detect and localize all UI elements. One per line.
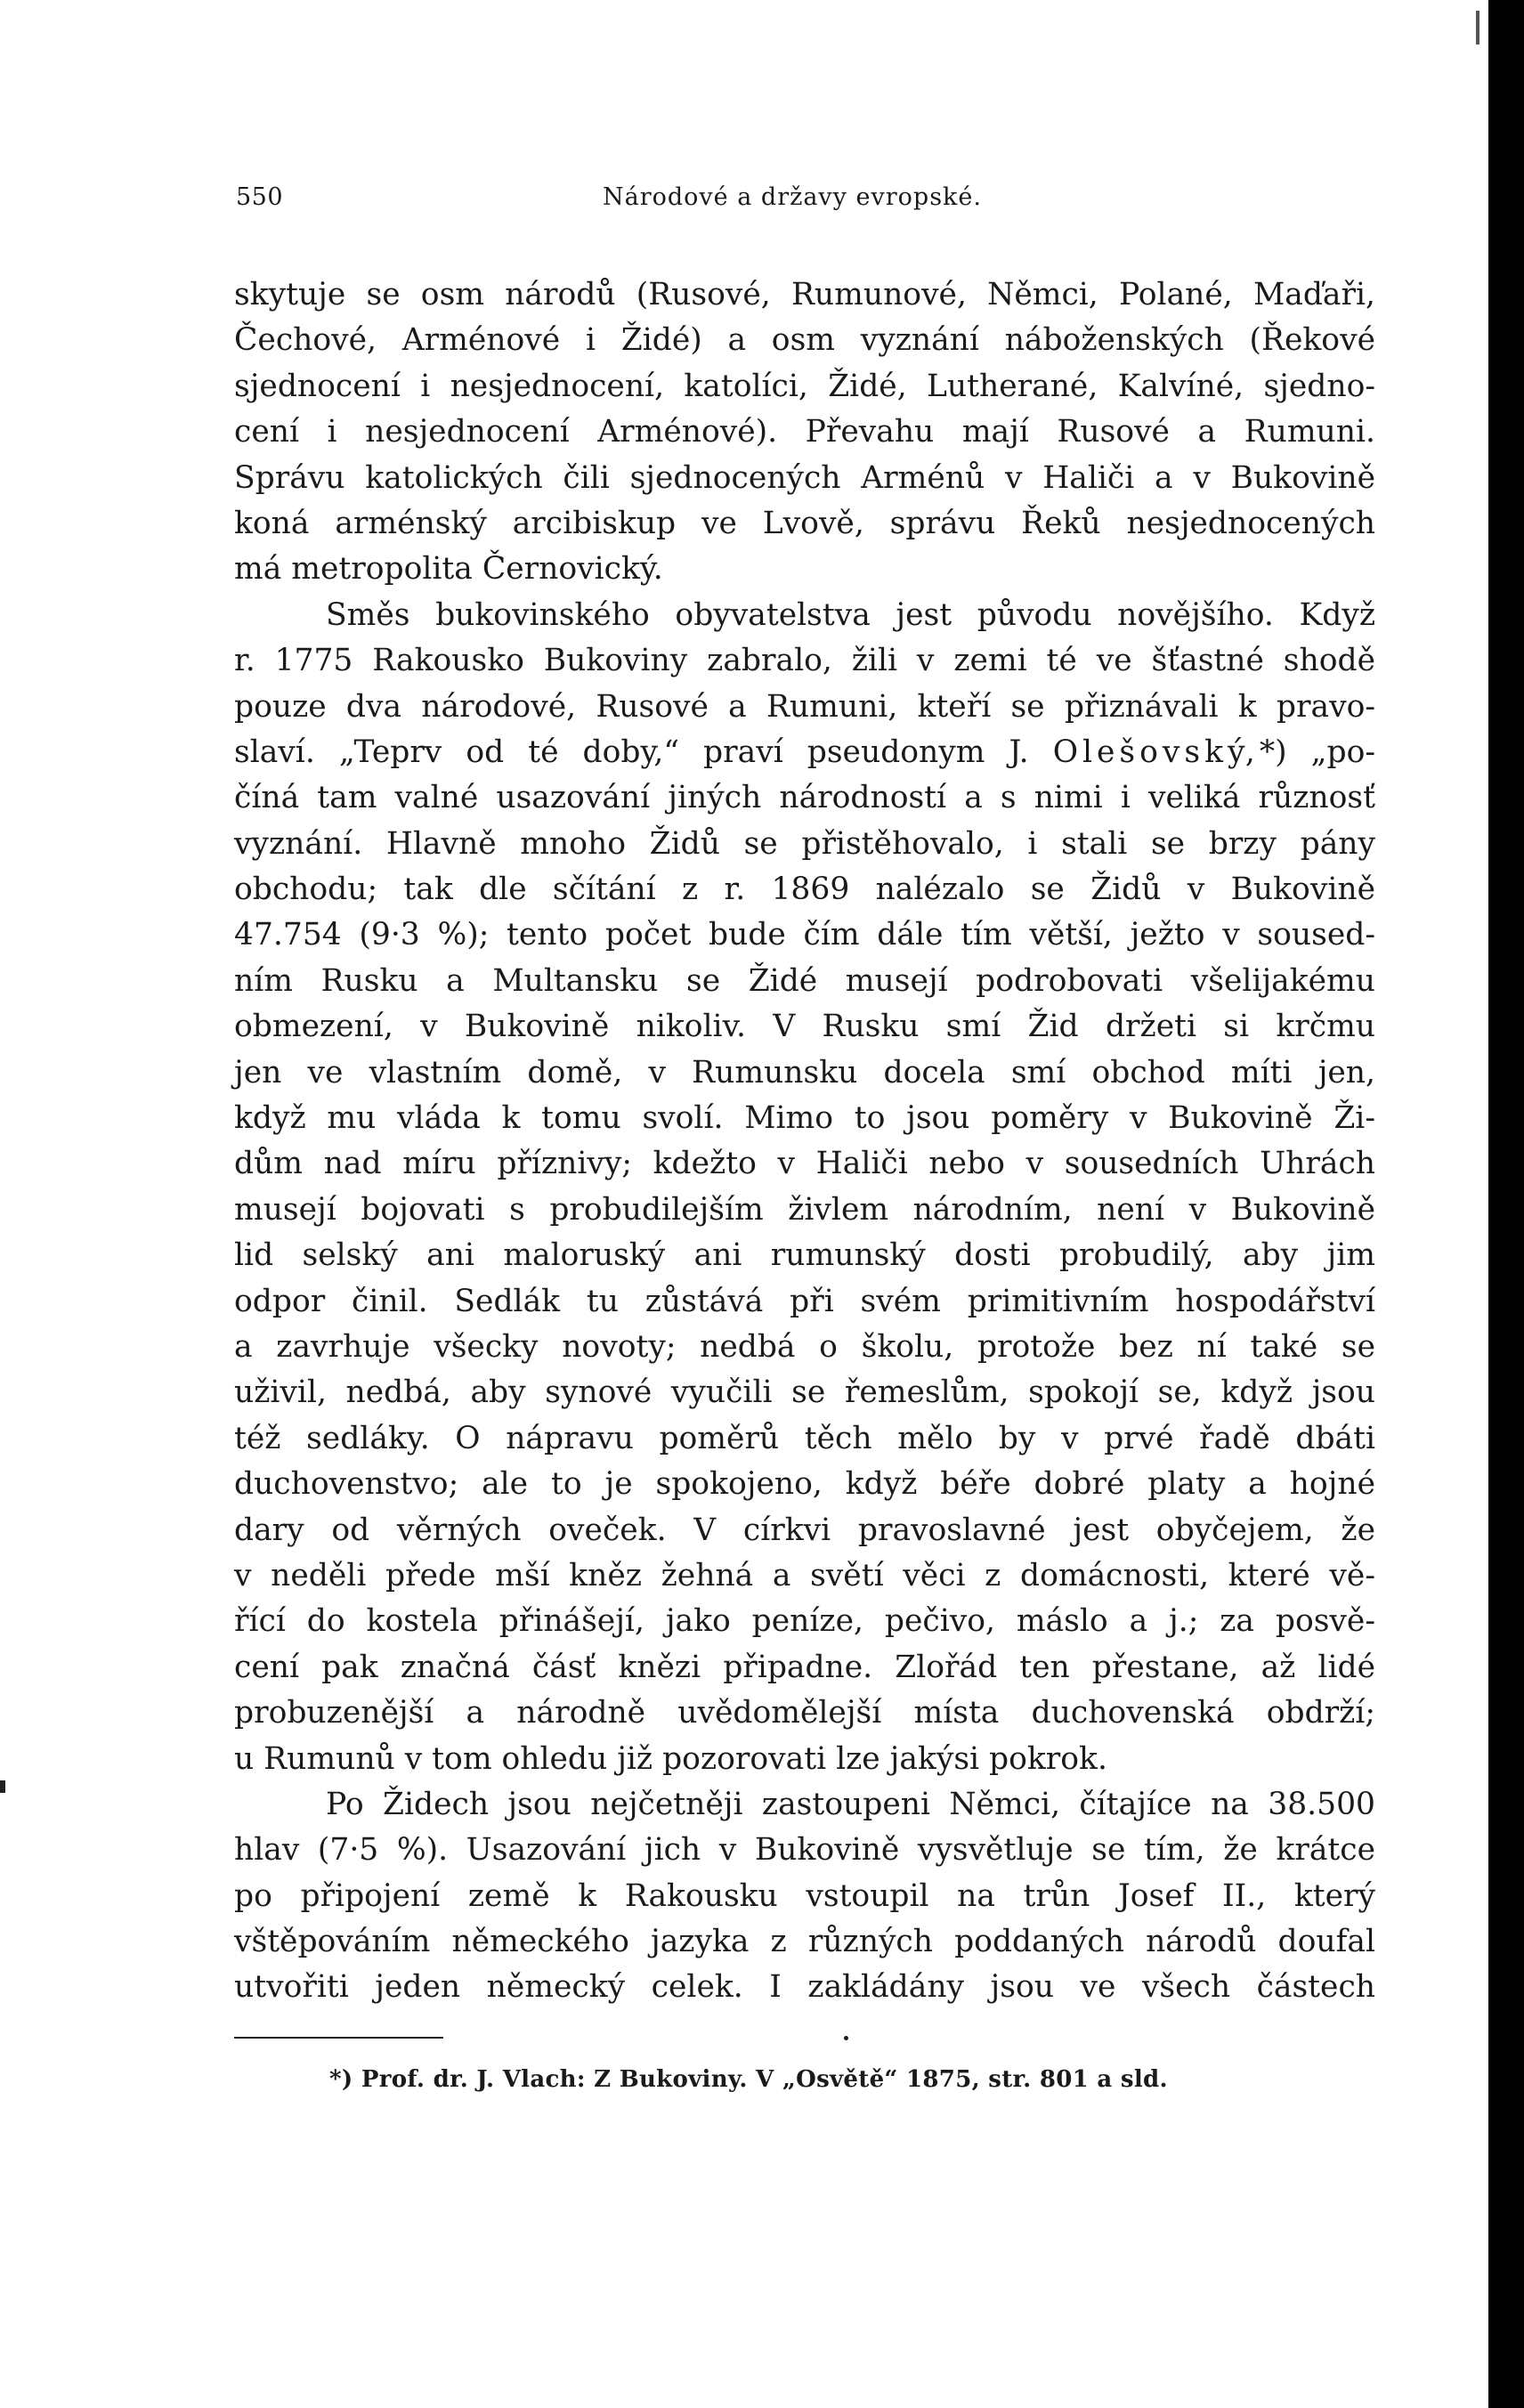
text-line: má metropolita Černovický. (234, 551, 663, 588)
text-line: musejí bojovati s probudilejším živlem národním, není v Bukovině (234, 1191, 1375, 1228)
text-line: 47.754 (9·3 %); tento počet bude čím dále tím větší, ježto v soused- (234, 917, 1375, 953)
text-line: vštěpováním německého jazyka z různých poddaných národů doufal (234, 1924, 1375, 1960)
text-line: dary od věrných oveček. V církvi pravoslavné jest obyčejem, že (234, 1512, 1375, 1548)
text-line: Správu katolických čili sjednocených Arménů v Haliči a v Bukovině (234, 459, 1375, 496)
running-title: Národové a državy evropské. (603, 183, 982, 211)
text-line: koná arménský arcibiskup ve Lvově, správu Řeků nesjednocených (234, 505, 1375, 541)
text-line: sjednocení i nesjednocení, katolíci, Židé, Lutherané, Kalvíné, sjedno- (234, 368, 1375, 404)
paragraph-start-line: Po Židech jsou nejčetněji zastoupeni Němci, čítajíce na 38.500 (326, 1786, 1375, 1822)
page-number: 550 (236, 183, 284, 211)
text-line: utvořiti jeden německý celek. I zakládány jsou ve všech částech (234, 1969, 1375, 2006)
text-line: probuzenější a národně uvědomělejší místa duchovenská obdrží; (234, 1695, 1375, 1731)
text-line: dům nad míru příznivy; kdežto v Haliči nebo v sousedních Uhrách (234, 1146, 1375, 1182)
scan-edge-mark (1476, 11, 1479, 45)
footnote (329, 2066, 1168, 2093)
paragraph-start-line: Směs bukovinského obyvatelstva jest původu novějšího. Když (326, 596, 1375, 633)
text-line: obchodu; tak dle sčítání z r. 1869 nalézalo se Židů v Bukovině (234, 872, 1375, 908)
footnote-reference: *) „po- (1259, 734, 1376, 770)
text-line: r. 1775 Rakousko Bukoviny zabralo, žili v zemi té ve šťastné shodě (234, 643, 1375, 679)
text-line-with-author (234, 730, 1375, 775)
text-line: hlav (7·5 %). Usazování jich v Bukovině vysvětluje se tím, že krátce (234, 1832, 1375, 1869)
body-text (234, 272, 1375, 2011)
text-line: skytuje se osm národů (Rusové, Rumunové, Němci, Polané, Maďaři, (234, 277, 1375, 312)
text-line: po připojení země k Rakousku vstoupil na trůn Josef II., který (234, 1877, 1375, 1914)
text-line: cení i nesjednocení Arménové). Převahu mají Rusové a Rumuni. (234, 414, 1375, 450)
text-line: vyznání. Hlavně mnoho Židů se přistěhovalo, i stali se brzy pány (234, 825, 1375, 862)
scan-edge-mark (0, 1780, 5, 1793)
footnote-divider (234, 2037, 443, 2039)
text-line: ním Rusku a Multansku se Židé musejí podrobovati všelijakému (234, 962, 1375, 999)
text-line: cení pak značná čásť knězi připadne. Zlořád ten přestane, až lidé (234, 1649, 1375, 1685)
text-line: jen ve vlastním domě, v Rumunsku docela smí obchod míti jen, (234, 1054, 1375, 1090)
quote-text: slaví. „Teprv od té doby,“ praví pseudonym J. (234, 734, 1029, 770)
author-name: Olešovský, (1052, 734, 1260, 770)
text-line: pouze dva národové, Rusové a Rumuni, kteří se přiznávali k pravo- (234, 688, 1375, 725)
footnote-marker: *) (329, 2066, 353, 2093)
text-line: u Rumunů v tom ohledu již pozorovati lze jakýsi pokrok. (234, 1740, 1107, 1777)
text-line: když mu vláda k tomu svolí. Mimo to jsou poměry v Bukovině Ži- (234, 1100, 1375, 1137)
text-line: duchovenstvo; ale to je spokojeno, když béře dobré platy a hojné (234, 1466, 1375, 1503)
text-line: Čechové, Arménové i Židé) a osm vyznání náboženských (Řekové (234, 322, 1375, 359)
text-line: číná tam valné usazování jiných národností a s nimi i veliká různosť (234, 780, 1375, 816)
text-line: uživil, nedbá, aby synové vyučili se řemeslům, spokojí se, když jsou (234, 1374, 1375, 1411)
text-line: obmezení, v Bukovině nikoliv. V Rusku smí Žid držeti si krčmu (234, 1009, 1375, 1045)
footnote-text: Prof. dr. J. Vlach: Z Bukoviny. V „Osvětě“ 1875, str. 801 a sld. (361, 2066, 1168, 2093)
text-line: též sedláky. O nápravu poměrů těch mělo by v prvé řadě dbáti (234, 1420, 1375, 1456)
print-speck (844, 2036, 848, 2040)
text-line: odpor činil. Sedlák tu zůstává při svém primitivním hospodářství (234, 1283, 1375, 1319)
text-line: a zavrhuje všecky novoty; nedbá o školu, protože bez ní také se (234, 1328, 1375, 1365)
text-line: lid selský ani maloruský ani rumunský dosti probudilý, aby jim (234, 1237, 1375, 1274)
page-header (236, 183, 1375, 219)
text-line: řící do kostela přinášejí, jako peníze, pečivo, máslo a j.; za posvě- (234, 1603, 1375, 1640)
text-line: v neděli přede mší kněz žehná a světí věci z domácnosti, které vě- (234, 1557, 1375, 1593)
